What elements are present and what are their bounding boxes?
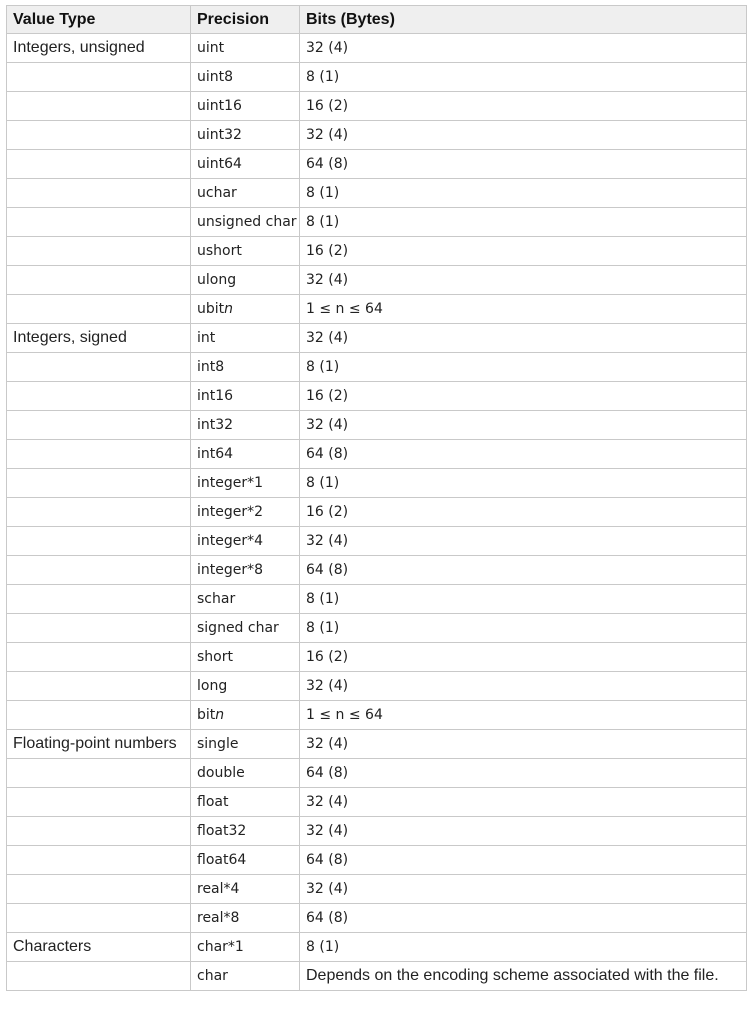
precision-italic-suffix: n <box>224 301 234 317</box>
precision-text: single <box>197 736 239 752</box>
precision-cell <box>191 614 300 643</box>
table-row <box>7 817 747 846</box>
table-row <box>7 672 747 701</box>
bits-cell: 8 (1) <box>300 208 747 237</box>
precision-text: int <box>197 330 216 346</box>
bits-cell: 64 (8) <box>300 556 747 585</box>
bits-cell: Depends on the encoding scheme associated with the file. <box>300 962 747 991</box>
bits-cell: 32 (4) <box>300 817 747 846</box>
bits-cell: 32 (4) <box>300 788 747 817</box>
precision-cell <box>191 933 300 962</box>
table-row <box>7 875 747 904</box>
precision-text: float64 <box>197 852 247 868</box>
precision-text: long <box>197 678 228 694</box>
precision-cell <box>191 121 300 150</box>
precision-text: double <box>197 765 245 781</box>
bits-cell: 32 (4) <box>300 875 747 904</box>
value-type-cell <box>7 643 191 672</box>
precision-cell <box>191 382 300 411</box>
precision-text: uint <box>197 40 225 56</box>
bits-cell: 1 ≤ n ≤ 64 <box>300 295 747 324</box>
precision-text: schar <box>197 591 236 607</box>
header-bits: Bits (Bytes) <box>300 6 747 34</box>
precision-cell <box>191 643 300 672</box>
bits-cell: 8 (1) <box>300 179 747 208</box>
precision-text: uint8 <box>197 69 234 85</box>
precision-cell <box>191 585 300 614</box>
precision-text: int8 <box>197 359 225 375</box>
table-row <box>7 846 747 875</box>
value-type-cell <box>7 266 191 295</box>
bits-cell: 8 (1) <box>300 614 747 643</box>
bits-cell: 32 (4) <box>300 672 747 701</box>
precision-cell <box>191 527 300 556</box>
bits-cell: 64 (8) <box>300 846 747 875</box>
value-type-cell <box>7 469 191 498</box>
bits-cell: 32 (4) <box>300 411 747 440</box>
value-type-cell: Integers, signed <box>7 324 191 353</box>
table-row <box>7 295 747 324</box>
value-type-cell <box>7 382 191 411</box>
table-header <box>7 6 747 34</box>
precision-text: ushort <box>197 243 242 259</box>
bits-cell: 16 (2) <box>300 643 747 672</box>
value-type-cell <box>7 817 191 846</box>
value-type-cell <box>7 962 191 991</box>
header-precision: Precision <box>191 6 300 34</box>
precision-cell <box>191 266 300 295</box>
precision-cell <box>191 875 300 904</box>
precision-cell <box>191 672 300 701</box>
header-value-type: Value Type <box>7 6 191 34</box>
table-row <box>7 353 747 382</box>
bits-cell: 16 (2) <box>300 382 747 411</box>
precision-cell <box>191 150 300 179</box>
value-type-cell <box>7 904 191 933</box>
value-type-cell <box>7 701 191 730</box>
value-type-cell <box>7 237 191 266</box>
bits-cell: 64 (8) <box>300 759 747 788</box>
value-type-cell <box>7 846 191 875</box>
value-type-cell <box>7 440 191 469</box>
bits-cell: 16 (2) <box>300 237 747 266</box>
precision-text: uchar <box>197 185 237 201</box>
table-row <box>7 701 747 730</box>
table-row <box>7 585 747 614</box>
header-row <box>7 6 747 34</box>
bits-cell: 64 (8) <box>300 904 747 933</box>
precision-cell <box>191 788 300 817</box>
value-type-cell <box>7 121 191 150</box>
precision-text: int32 <box>197 417 234 433</box>
value-type-cell <box>7 788 191 817</box>
value-type-cell <box>7 92 191 121</box>
precision-cell <box>191 237 300 266</box>
value-type-cell <box>7 63 191 92</box>
table-body <box>7 34 747 991</box>
value-type-cell <box>7 672 191 701</box>
precision-cell <box>191 962 300 991</box>
bits-cell: 64 (8) <box>300 440 747 469</box>
precision-text: real*4 <box>197 881 240 897</box>
bits-cell: 8 (1) <box>300 469 747 498</box>
precision-cell <box>191 469 300 498</box>
value-type-cell <box>7 353 191 382</box>
table-row <box>7 208 747 237</box>
precision-cell <box>191 411 300 440</box>
table-row <box>7 63 747 92</box>
precision-text: bit <box>197 707 216 723</box>
value-type-cell <box>7 614 191 643</box>
table-row <box>7 904 747 933</box>
value-type-cell <box>7 759 191 788</box>
value-type-cell <box>7 208 191 237</box>
table-row <box>7 237 747 266</box>
table-row <box>7 759 747 788</box>
precision-text: signed char <box>197 620 279 636</box>
table-row <box>7 179 747 208</box>
bits-cell: 32 (4) <box>300 34 747 63</box>
precision-text: float32 <box>197 823 247 839</box>
table-row <box>7 933 747 962</box>
value-type-cell: Floating-point numbers <box>7 730 191 759</box>
table-row <box>7 498 747 527</box>
bits-cell: 32 (4) <box>300 121 747 150</box>
bits-cell: 8 (1) <box>300 585 747 614</box>
precision-cell <box>191 295 300 324</box>
precision-cell <box>191 904 300 933</box>
value-type-cell <box>7 295 191 324</box>
value-type-cell <box>7 585 191 614</box>
precision-text: integer*4 <box>197 533 264 549</box>
bits-cell: 32 (4) <box>300 730 747 759</box>
precision-text: integer*8 <box>197 562 264 578</box>
table-row <box>7 527 747 556</box>
precision-text: short <box>197 649 233 665</box>
bits-cell: 32 (4) <box>300 266 747 295</box>
precision-text: uint64 <box>197 156 242 172</box>
precision-cell <box>191 730 300 759</box>
bits-cell: 8 (1) <box>300 353 747 382</box>
bits-cell: 16 (2) <box>300 92 747 121</box>
table-row <box>7 34 747 63</box>
precision-text: unsigned char <box>197 214 297 230</box>
precision-text: char <box>197 968 228 984</box>
bits-cell: 8 (1) <box>300 933 747 962</box>
precision-text: uint16 <box>197 98 242 114</box>
precision-cell <box>191 63 300 92</box>
value-type-cell <box>7 411 191 440</box>
table-row <box>7 382 747 411</box>
precision-cell <box>191 440 300 469</box>
precision-cell <box>191 324 300 353</box>
value-type-cell <box>7 527 191 556</box>
data-type-table <box>6 5 747 991</box>
precision-cell <box>191 179 300 208</box>
precision-cell <box>191 34 300 63</box>
precision-cell <box>191 556 300 585</box>
bits-cell: 16 (2) <box>300 498 747 527</box>
precision-cell <box>191 498 300 527</box>
table-row <box>7 962 747 991</box>
precision-cell <box>191 92 300 121</box>
value-type-cell <box>7 179 191 208</box>
table-row <box>7 469 747 498</box>
precision-cell <box>191 817 300 846</box>
bits-cell: 1 ≤ n ≤ 64 <box>300 701 747 730</box>
precision-text: real*8 <box>197 910 240 926</box>
precision-text: int64 <box>197 446 234 462</box>
table-row <box>7 730 747 759</box>
precision-text: char*1 <box>197 939 244 955</box>
precision-cell <box>191 353 300 382</box>
table-row <box>7 266 747 295</box>
table-row <box>7 643 747 672</box>
precision-cell <box>191 208 300 237</box>
bits-cell: 64 (8) <box>300 150 747 179</box>
bits-cell: 32 (4) <box>300 527 747 556</box>
table-row <box>7 411 747 440</box>
bits-cell: 32 (4) <box>300 324 747 353</box>
value-type-cell <box>7 556 191 585</box>
value-type-cell <box>7 875 191 904</box>
precision-text: float <box>197 794 229 810</box>
table-row <box>7 440 747 469</box>
value-type-cell <box>7 150 191 179</box>
precision-text: integer*2 <box>197 504 264 520</box>
precision-text: ulong <box>197 272 237 288</box>
value-type-cell: Integers, unsigned <box>7 34 191 63</box>
value-type-cell: Characters <box>7 933 191 962</box>
precision-italic-suffix: n <box>215 707 225 723</box>
precision-cell <box>191 701 300 730</box>
value-type-cell <box>7 498 191 527</box>
precision-text: integer*1 <box>197 475 264 491</box>
bits-cell: 8 (1) <box>300 63 747 92</box>
table-row <box>7 788 747 817</box>
table-row <box>7 92 747 121</box>
table-row <box>7 614 747 643</box>
precision-text: int16 <box>197 388 234 404</box>
table-row <box>7 121 747 150</box>
table-row <box>7 556 747 585</box>
precision-text: uint32 <box>197 127 242 143</box>
table-row <box>7 150 747 179</box>
table-row <box>7 324 747 353</box>
precision-cell <box>191 846 300 875</box>
precision-cell <box>191 759 300 788</box>
precision-text: ubit <box>197 301 225 317</box>
